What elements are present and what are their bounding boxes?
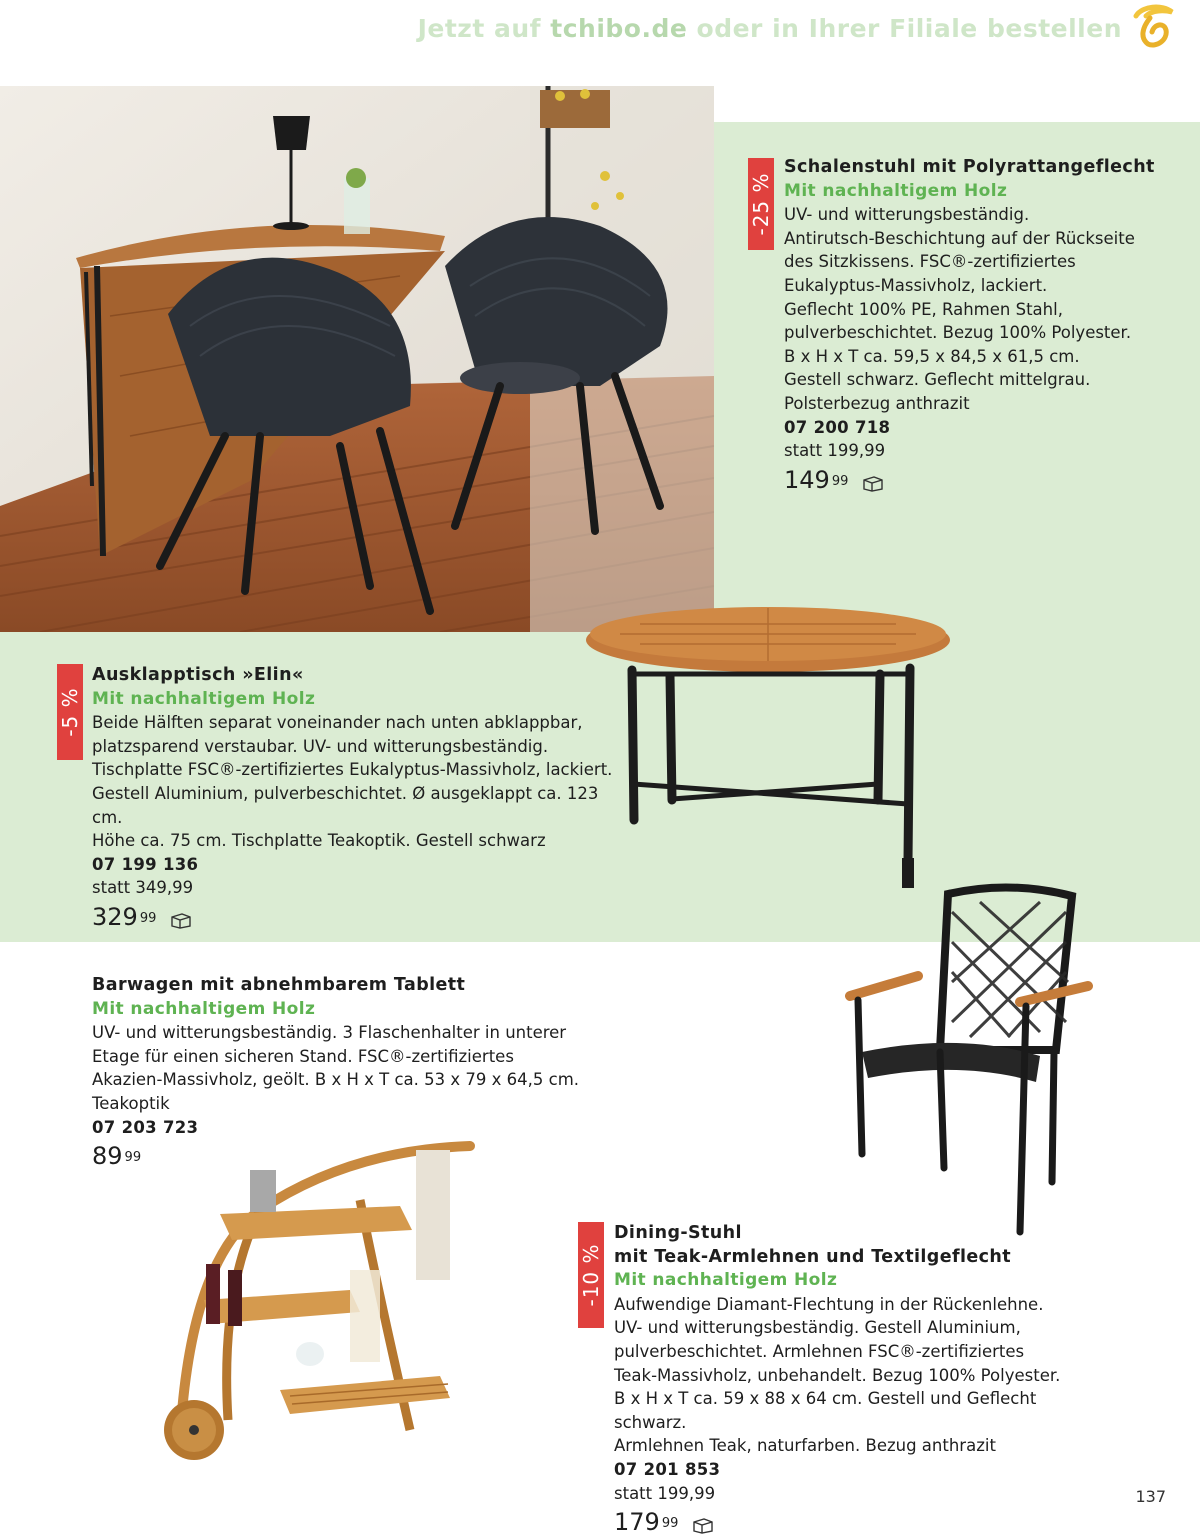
product-schalenstuhl [784, 156, 1184, 493]
description-line: Gestell Aluminium, pulverbeschichtet. Ø ausgeklappt ca. 123 cm. [92, 783, 599, 827]
description-line: Beide Hälften separat voneinander nach unten abklappbar, [92, 713, 583, 733]
description-line: des Sitzkissens. FSC®-zertifiziertes [784, 252, 1076, 272]
price-main: 179 [614, 1508, 660, 1536]
delivery-box-icon [170, 912, 192, 929]
brand-link[interactable]: tchibo.de [550, 14, 688, 43]
old-price: statt 199,99 [784, 441, 886, 461]
price-main: 89 [92, 1142, 123, 1171]
discount-badge: -5 % [57, 664, 83, 760]
price [784, 465, 1184, 494]
description-line: Teakoptik [92, 1093, 170, 1113]
product-title: Ausklapptisch »Elin« [92, 665, 304, 685]
bar-cart-image [150, 1140, 480, 1470]
price-cents: 99 [139, 910, 157, 926]
discount-badge: -10 % [578, 1222, 604, 1328]
description-line: platzsparend verstaubar. UV- und witterungsbeständig. [92, 736, 549, 756]
tchibo-logo-icon [1128, 4, 1178, 48]
page-number: 137 [1135, 1487, 1166, 1506]
old-price: statt 199,99 [614, 1483, 716, 1503]
price-cents: 99 [124, 1150, 142, 1166]
sustainability-tag: Mit nachhaltigem Holz [92, 998, 316, 1019]
product-ausklapptisch [92, 664, 632, 931]
balcony-photo [0, 86, 714, 632]
price-main: 149 [784, 465, 830, 494]
description-line: Antirutsch-Beschichtung auf der Rückseite [784, 228, 1135, 248]
article-number: 07 200 718 [784, 417, 891, 437]
discount-badge: -25 % [748, 158, 774, 250]
description-line: B x H x T ca. 59,5 x 84,5 x 61,5 cm. [784, 346, 1080, 366]
product-title: Schalenstuhl mit Polyrattangeflecht [784, 157, 1155, 177]
price [614, 1508, 1094, 1536]
delivery-box-icon [862, 475, 884, 492]
description-line: pulverbeschichtet. Armlehnen FSC®-zertifiziertes [614, 1341, 1025, 1361]
description-line: Etage für einen sicheren Stand. FSC®-zertifiziertes [92, 1046, 514, 1066]
description-line: UV- und witterungsbeständig. [784, 205, 1030, 225]
description-line: Geflecht 100% PE, Rahmen Stahl, [784, 299, 1063, 319]
description-line: Höhe ca. 75 cm. Tischplatte Teakoptik. Gestell schwarz [92, 831, 546, 851]
description-line: B x H x T ca. 59 x 88 x 64 cm. Gestell und Geflecht schwarz. [614, 1389, 1037, 1432]
description-line: Tischplatte FSC®-zertifiziertes Eukalyptus-Massivholz, lackiert. [92, 760, 613, 780]
price [92, 902, 632, 931]
product-title: Dining-Stuhl [614, 1223, 742, 1243]
description-line: Eukalyptus-Massivholz, lackiert. [784, 275, 1048, 295]
description-line: pulverbeschichtet. Bezug 100% Polyester. [784, 323, 1132, 343]
product-title: Barwagen mit abnehmbarem Tablett [92, 975, 466, 995]
article-number: 07 201 853 [614, 1459, 721, 1479]
sustainability-tag: Mit nachhaltigem Holz [92, 688, 316, 709]
sustainability-tag: Mit nachhaltigem Holz [784, 180, 1008, 201]
price-cents: 99 [661, 1516, 679, 1532]
description-line: Armlehnen Teak, naturfarben. Bezug anthrazit [614, 1436, 996, 1456]
price-main: 329 [92, 902, 138, 931]
round-table-image [580, 604, 960, 894]
description-line: Teak-Massivholz, unbehandelt. Bezug 100% Polyester. [614, 1365, 1061, 1385]
description-line: Akazien-Massivholz, geölt. B x H x T ca. 53 x 79 x 64,5 cm. [92, 1070, 580, 1090]
description-line: Gestell schwarz. Geflecht mittelgrau. [784, 370, 1091, 390]
description-line: Aufwendige Diamant-Flechtung in der Rückenlehne. [614, 1294, 1044, 1314]
description-line: UV- und witterungsbeständig. Gestell Aluminium, [614, 1318, 1021, 1338]
order-hint: Jetzt auf tchibo.de oder in Ihrer Filiale bestellen [417, 14, 1122, 43]
price-cents: 99 [831, 473, 849, 489]
dining-chair-image [840, 882, 1100, 1242]
article-number: 07 199 136 [92, 854, 199, 874]
description-line: Polsterbezug anthrazit [784, 393, 970, 413]
article-number: 07 203 723 [92, 1117, 199, 1137]
sustainability-tag: Mit nachhaltigem Holz [614, 1270, 838, 1291]
product-subtitle: mit Teak-Armlehnen und Textilgeflecht [614, 1246, 1012, 1267]
page-header [0, 0, 1200, 60]
old-price: statt 349,99 [92, 878, 194, 898]
description-line: UV- und witterungsbeständig. 3 Flaschenhalter in unterer [92, 1023, 567, 1043]
product-dining-stuhl [614, 1222, 1094, 1536]
